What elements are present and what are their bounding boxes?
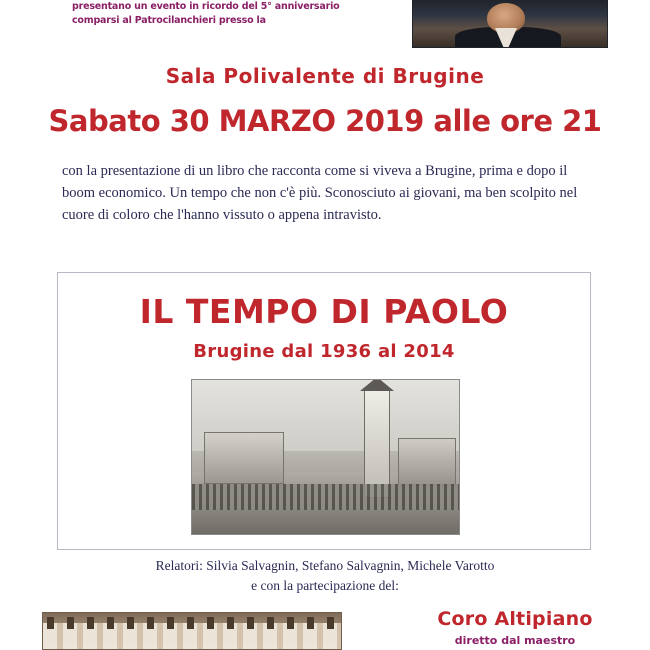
description-paragraph: con la presentazione di un libro che racconta come si viveva a Brugine, prima e dopo il boom economico. Un tempo che non c'è più. Sconosciuto ai giovani, ma ben scolpito nel cuore di coloro che l'hanno vissuto o appena intravisto. [62, 163, 578, 223]
choir-group-photo [42, 612, 342, 650]
venue-line: Sala Polivalente di Brugine [165, 64, 485, 88]
historic-village-photo [191, 379, 460, 535]
photo-bell-tower [364, 388, 390, 498]
book-title: IL TEMPO DI PAOLO [139, 292, 509, 331]
speaker-portrait-photo [412, 0, 608, 48]
photo-building-right [398, 438, 456, 486]
intro-text [72, 0, 402, 28]
book-subtitle: Brugine dal 1936 al 2014 [193, 341, 455, 362]
intro-line-2: comparsi al Patrocilanchieri presso la [72, 15, 266, 26]
speakers-label: Relatori: [155, 558, 203, 573]
book-frame [57, 272, 591, 550]
choir-block [400, 608, 630, 647]
choir-name: Coro Altipiano [437, 608, 593, 630]
photo-building-left [204, 432, 284, 484]
choir-heads-shape [43, 617, 341, 629]
datetime-line: Sabato 30 MARZO 2019 alle ore 21 [48, 104, 602, 138]
speakers-block [60, 556, 590, 596]
choir-subtitle: diretto dal maestro [454, 634, 576, 647]
speakers-participation-line: e con la partecipazione del: [251, 578, 399, 593]
speakers-names: Silvia Salvagnin, Stefano Salvagnin, Michele Varotto [206, 558, 495, 573]
intro-line-1: presentano un evento in ricordo del 5° anniversario [72, 1, 340, 12]
photo-crowd [192, 484, 459, 510]
